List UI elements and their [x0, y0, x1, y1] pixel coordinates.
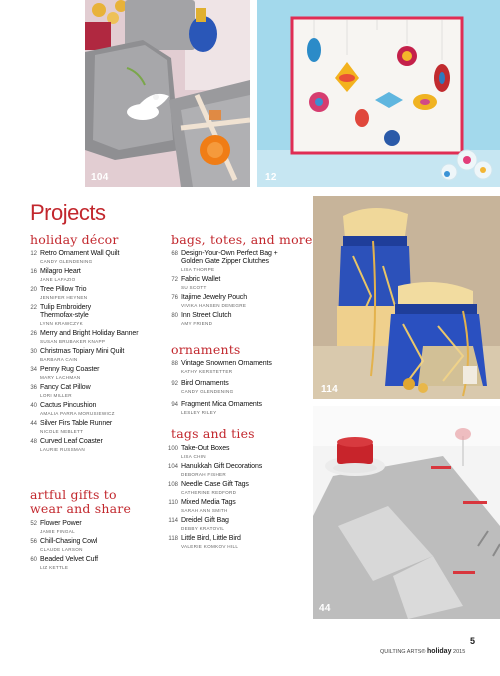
entry-page-number: 108 [167, 482, 178, 488]
entry-author: SARAH ANN SMITH [181, 507, 228, 513]
issue-name: holiday [426, 648, 452, 655]
entry-author: LAURIE RUSSMAN [40, 446, 86, 452]
entry-author: LISA CHIN [181, 453, 206, 459]
entry-author: KATHY KERSTETTER [181, 368, 233, 374]
entry-title: Dreidel Gift Bag [181, 517, 229, 524]
entry-page-number: 36 [30, 385, 37, 391]
entry-page-number: 48 [30, 439, 37, 445]
section-heading-bags-totes: bags, totes, and more [171, 232, 313, 247]
entry-title: Take-Out Boxes [181, 445, 230, 452]
entry-title: Beaded Velvet Cuff [40, 556, 99, 563]
entry-page-number: 56 [30, 539, 37, 545]
entry-page-number: 26 [30, 331, 37, 337]
entry-page-number: 92 [171, 381, 178, 387]
entry-title: Christmas Topiary Mini Quilt [40, 348, 125, 355]
entry-title: Retro Ornament Wall Quilt [40, 250, 120, 257]
entry-author: DEBORAH FISHER [181, 471, 227, 477]
entry-page-number: 114 [168, 518, 178, 524]
entry-page-number: 22 [30, 305, 37, 311]
entry-page-number: 16 [30, 269, 37, 275]
entry-page-number: 104 [167, 464, 178, 470]
entry-page-number: 30 [30, 349, 37, 355]
entry-page-number: 118 [168, 536, 178, 542]
silver-firs-table-runner-photo [313, 406, 500, 619]
entry-author: LYNN KRAWCZYK [40, 320, 83, 326]
entry-title: Curved Leaf Coaster [40, 438, 103, 445]
entry-author: JANE LAFAZIO [40, 276, 76, 282]
entry-author: JENNIFER HEYNEN [40, 294, 88, 300]
entry-page-number: 110 [168, 500, 178, 506]
entry-author: CANDY GLENDENING [40, 258, 93, 264]
entry-author: AMALIA PARRA MORUSIEWICZ [40, 410, 115, 416]
entry-title: Tree Pillow Trio [40, 286, 87, 293]
entry-page-number: 52 [30, 521, 37, 527]
magazine-name: QUILTING ARTS [380, 649, 422, 655]
entry-author: AMY FRIEND [181, 320, 213, 326]
entry-title: Milagro Heart [40, 268, 81, 275]
entry-title: Fragment Mica Ornaments [181, 401, 262, 408]
dreidel-gift-bags-photo [313, 196, 500, 399]
entry-page-number: 40 [30, 403, 37, 409]
page-title: Projects [30, 200, 106, 225]
entry-page-number: 20 [30, 287, 37, 293]
entry-title: Penny Rug Coaster [40, 366, 100, 373]
entry-author: LORI MILLER [40, 392, 72, 398]
entry-title-line-2: Golden Gate Zipper Clutches [181, 258, 269, 265]
entry-author: JAMIE FINGAL [40, 528, 75, 534]
entry-title: Hanukkah Gift Decorations [181, 463, 263, 470]
entry-title: Vintage Snowmen Ornaments [181, 360, 272, 367]
entry-page-number: 34 [30, 367, 37, 373]
entry-author: CATHERINE REDFORD [181, 489, 237, 495]
photo-page-number: 114 [321, 384, 339, 395]
entry-author: NICOLE NEBLETT [40, 428, 84, 434]
entry-title: Itajime Jewelry Pouch [181, 294, 247, 301]
entry-page-number: 100 [167, 446, 178, 452]
entry-author: CLAUDE LARSON [40, 546, 83, 552]
entry-title: Silver Firs Table Runner [40, 420, 113, 427]
entry-author: LISA THORPE [181, 266, 215, 272]
entry-page-number: 60 [30, 557, 37, 563]
entry-title: Mixed Media Tags [181, 499, 236, 506]
entry-page-number: 44 [30, 421, 37, 427]
entry-page-number: 72 [171, 277, 178, 283]
entry-page-number: 76 [171, 295, 178, 301]
photo-page-number: 12 [265, 172, 277, 183]
entry-author: LIZ KETTLE [40, 564, 69, 570]
section-heading-ornaments: ornaments [171, 342, 241, 357]
section-heading-artful-gifts: artful gifts to wear and share [30, 487, 132, 516]
photo-page-number: 44 [319, 603, 331, 614]
entry-author: SUSAN BRUBAKER KNAPP [40, 338, 106, 344]
entry-title: Chill-Chasing Cowl [40, 538, 98, 545]
entry-title: Little Bird, Little Bird [181, 535, 241, 542]
entry-page-number: 12 [30, 251, 37, 257]
entry-title: Fabric Wallet [181, 276, 221, 283]
entry-author: MARY LACHMAN [40, 374, 81, 380]
running-footer: QUILTING ARTS® holiday 2015 [380, 648, 466, 655]
entry-title: Needle Case Gift Tags [181, 481, 249, 488]
entry-page-number: 94 [171, 402, 178, 408]
entry-title: Design-Your-Own Perfect Bag + [181, 250, 278, 257]
entry-title: Flower Power [40, 520, 82, 527]
entry-title: Merry and Bright Holiday Banner [40, 330, 139, 337]
photo-page-number: 104 [91, 172, 109, 183]
section-heading-holiday-decor: holiday décor [30, 232, 119, 247]
entry-page-number: 68 [171, 251, 178, 257]
entry-author: VIVIKA HANSEN DENEGRE [181, 302, 247, 308]
issue-year: 2015 [453, 649, 466, 655]
entry-author: CANDY GLENDENING [181, 388, 234, 394]
entry-page-number: 80 [171, 313, 178, 319]
entry-author: VALERIE KOMKOV HILL [181, 543, 239, 549]
page-number: 5 [470, 636, 476, 646]
entry-page-number: 88 [171, 361, 178, 367]
entry-title: Inn Street Clutch [181, 312, 232, 319]
gift-wrapped-presents-photo [85, 0, 250, 187]
entry-author: DEBBY KRATOVIL [181, 525, 225, 531]
entry-title: Cactus Pincushion [40, 402, 97, 409]
entry-author: LESLEY RILEY [181, 409, 217, 415]
entry-author: SU SCOTT [181, 284, 207, 290]
entry-title: Tulip Embroidery [40, 304, 92, 311]
section-heading-tags-ties: tags and ties [171, 426, 255, 441]
entry-title: Bird Ornaments [181, 380, 229, 387]
entry-title-line-2: Thermofax-style [40, 312, 89, 319]
entry-author: BARBARA CAIN [40, 356, 78, 362]
ornament-wall-quilt-photo [257, 0, 500, 187]
entry-title: Fancy Cat Pillow [40, 384, 91, 391]
